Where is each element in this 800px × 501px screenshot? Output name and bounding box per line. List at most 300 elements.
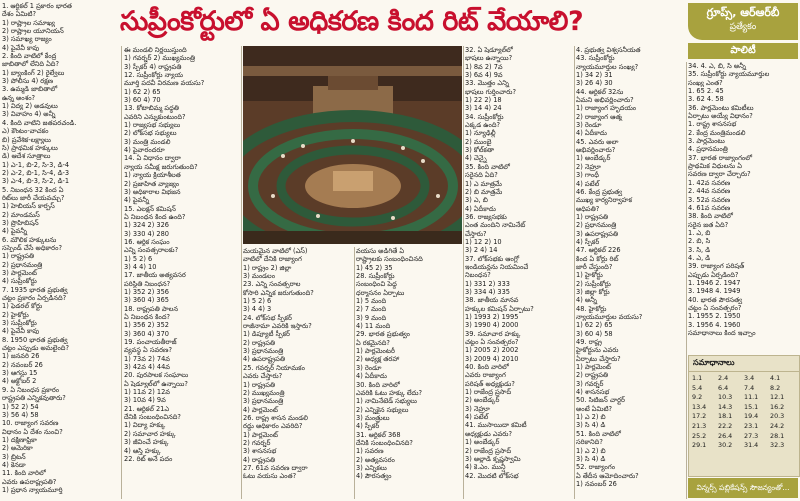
col3-line: 27. 61వ సవరణ ద్వారా [243,463,308,472]
col3-line: మయమైన వాటిలో (ఎస్‌) [243,247,308,255]
col4-line: 30. కింది వారిలో [356,380,400,389]
col6-line: ఏర్పాటు చేస్తారు? [576,354,621,363]
col2-line: 3) 42వ 4) 44వ [124,363,170,372]
col1-line: 1. ఆర్టికల్ 1 ప్రకారం భారత [2,2,72,10]
answer-key-item: 27.3 [744,431,759,440]
col1-line: డి) ఆదేశ సూత్రాలు [2,152,51,161]
parliament-photo [243,46,462,244]
col4-line: 1) 45 2) 35 [356,263,393,272]
col4-line: 4) పౌరసత్వం [356,472,392,481]
answer-key-item: 7.4 [744,383,755,392]
col5-line: 1) 22 2) 18 [465,96,502,105]
col5-line: 37. లోక్‌సభకు ఆంగ్లో [465,254,520,263]
col2-line: 1) 356 2) 352 [124,321,169,330]
col2-line: 3) 10వ 4) 9వ [124,396,166,405]
col3-line: 3) శాసనసభ [243,447,277,456]
col6-line: అభివర్ణించారు? [576,146,616,155]
col6-line: 4) పటేల్ [576,179,600,188]
col7-line: 1. 65 2. 45 [688,87,724,96]
col5-line: 1) 12 2) 10 [465,237,502,246]
col1-line: ఎవరు ఉపరాష్ట్రపతి? [2,477,57,486]
parliament-illustration [243,46,462,244]
col5-line: 3) నెహ్రూ [465,404,490,413]
col1-line: 3) సుప్రీంకోర్టు [2,319,37,328]
col5-line: 3) 2 4) 14 [465,246,498,255]
col4-line: 1) నామినేటెడ్ సభ్యులు [356,397,417,406]
col1-line: సి) ప్రాథమిక హక్కులు [2,143,58,152]
col5-line: 33. మొత్తం ఎన్ని [465,79,509,88]
col6-line: 52. రాజ్యాంగం [576,463,616,472]
col1-line: 3) పోలీసు 4) రక్షణ [2,77,54,86]
badge-title: గ్రూప్స్, ఆర్ఆర్‌బీ [706,6,780,19]
col3-line: 26. రాష్ట్ర శాసన మండలి [243,413,309,422]
col1-line: 6. మౌలిక హక్కులను [2,235,57,244]
col5-line: 1) 2005 2) 2002 [465,346,519,355]
col2-line: 3) అధికారాల విభజన [124,187,181,196]
col3-line: ఎవరు చేస్తారు? [243,372,283,381]
col1-line: 1) ఫెడరల్ కోర్టు [2,302,43,311]
col7-line: సమాధానాలు కింద ఇచ్చాం [688,329,756,337]
answer-key-box [688,355,800,477]
col2-line: 13. కోటాబిమ్మ పద్ధతి [124,104,179,113]
col5-line: 3) ఎ, బి [465,196,488,205]
answer-key-item: 16.2 [770,402,785,411]
col1-line: విధానం ఏ దేశం నుంచి? [2,427,63,436]
col6-line: జారీ చేస్తుంది? [576,262,613,271]
col4-line: ధర్మాసనం ఏర్పాటు [356,288,405,297]
col7-line: 1. 42వ సవరణ [688,178,731,187]
col3-line: 2) ముఖ్యమంత్రి [243,388,285,397]
answer-key-item: 24.2 [770,421,785,430]
col2-line: 1) రాజ్యసభ సభ్యులు [124,121,181,130]
col6-line: న్యాయమూర్తుల వయసు? [576,313,643,321]
col1-line: 4) పైవేవీ కావు [2,43,40,52]
col5-line: 34. సుప్రీంకోర్టు [465,112,504,121]
column-6 [576,46,686,499]
column-1 [2,2,120,499]
col2-line: 3) 330 4) 280 [124,229,169,238]
col4-line: 1) పార్లమెంటరీ [356,347,395,356]
badge-subtitle: ప్రత్యేకం [729,22,757,32]
col6-line: 4) శాసనసభ [576,388,610,397]
col1-line: 4) కెనడా [2,460,26,469]
col2-line: 1) గవర్నర్ 2) ముఖ్యమంత్రి [124,54,195,63]
col2-line: 21. ఆర్టికల్ 21ఎ [124,404,170,413]
col4-line: 4) స్పీకర్ [356,422,380,431]
col2-line: 15. ఎలక్షన్ కమిషన్ [124,204,176,213]
col1-line: ఎ) కౌంటం-వాచకం [2,127,49,136]
col7-line: 3. 52వ సవరణ [688,195,731,204]
col4-line: 2) అధ్యక్ష తరహా [356,355,400,364]
col5-line: ఎంత మందిని నామినేట్ [465,221,526,230]
answer-key-item: 12.1 [770,393,785,402]
col2-line: 3) 360 4) 365 [124,296,169,305]
col6-line: 2) ప్రధానమంత్రి [576,221,617,230]
col6-line: 1) అంబేడ్కర్ [576,154,611,163]
col6-line: 4) అన్నీ [576,296,598,305]
col6-line: ఏమని అభివర్ణించారు? [576,96,634,105]
col6-line: 2) రాష్ట్రపతి [576,371,609,380]
col4-line: వయసు అడిగితే ఏ [356,247,405,255]
col7-line: 1. ఎ, బి [688,228,711,237]
col6-line: 1) 34 2) 31 [576,71,613,80]
col1-line: సస్పెండ్ చేసే అధికారం? [2,243,62,252]
col5-line: 42. మొదటి లోక్‌సభ [465,471,519,480]
col5-line: 3) కోల్‌కతా [465,146,495,155]
col1-line: 3) పార్లమెంట్ [2,269,37,277]
section-label: పాలిటీ [688,43,798,59]
col2-line: 1) 11వ 2) 12వ [124,388,170,397]
col5-line: 3) అల్లాడి కృష్ణస్వామి [465,454,521,463]
col7-line: 35. సుప్రీంకోర్టు న్యాయమూర్తుల [688,70,770,79]
col5-line: 1) రాజేంద్ర ప్రసాద్ [465,388,512,397]
col5-line: 3) 6వ 4) 9వ [465,71,503,80]
answer-key-item: 20.3 [770,412,785,421]
col4-line: 3) రెండూ [356,363,382,372]
col5-line: 40. కింది వారిలో [465,363,509,372]
answer-key-item: 17.2 [692,412,707,421]
col5-line: 4) కె.ఎం. మున్షీ [465,463,506,472]
col7-line: 3. సి, డి [688,245,711,254]
col6-line: 1) రాజ్యాంగ హృదయం [576,104,637,113]
col6-line: 3) 60 4) 58 [576,329,613,338]
col1-line: చట్టం ఎప్పుడు అమలైంది? [2,344,69,353]
col3-line: రద్దు అధికారం ఎవరిది? [243,422,303,431]
answer-key-item: 32.3 [770,441,785,450]
col5-line: భాషలు ఉన్నాయి? [465,54,513,63]
col1-line: 4) అక్టోబర్ 2 [2,377,37,386]
col5-line: చట్టం ఏ సంవత్సరం? [465,338,519,347]
col3-line: 1) రాష్ట్రపతి [243,380,276,389]
col6-line: 1) నవంబర్ 26 [576,479,617,488]
col6-line: 3) ఉపరాష్ట్రపతి [576,229,619,238]
col6-line: 45. ఎవరు అలా [576,137,619,146]
col3-line: వాటిలో దేనికి రాజ్యాంగ [243,255,302,264]
col7-line: 1. రాష్ట్ర శాసనసభ [688,120,737,129]
col2-line: 2) సమాచార హక్కు [124,429,176,438]
col3-line: 3) ప్రధానమంత్రి [243,347,284,356]
col5-line: హక్కుల కమిషన్ ఏర్పాటు? [465,304,534,313]
col7-line: 3. పార్లమెంటు [688,137,725,146]
answer-key-item: 8.2 [770,383,781,392]
col7-line: 2. బి, సి [688,237,711,246]
col6-line: 1) ఎ 2) బి [576,413,606,422]
col6-line: 1) రాష్ట్రపతి [576,212,609,221]
col6-line: 4. ప్రభుత్వ విశ్వసనీయత [576,46,641,54]
col2-line: 3) స్పీకర్ 4) రాష్ట్రపతి [124,62,182,71]
col2-line: 18. రాష్ట్రపతి పాలన [124,304,178,313]
col2-line: 16. ఆర్థిక సంఘం [124,237,170,246]
col2-line: 19. పంచాయతీరాజ్ [124,338,177,347]
col2-line: 14. ఏ విధానం ద్వారా [124,154,181,163]
column-7 [688,62,798,342]
answer-key-item: 2.4 [718,374,729,382]
col6-line: 1) 62 2) 65 [576,321,613,330]
col2-line: 1) 62 2) 65 [124,87,161,96]
col6-line: 49. రాష్ట్ర [576,338,602,347]
col6-line: 47. ఆర్టికల్ 226 [576,246,621,255]
col2-line: ఏ షెడ్యూల్‌లో ఉన్నాయి? [124,379,188,388]
col2-line: 3) మంత్రి మండలి [124,137,171,146]
col1-line: 3) బ్రిటన్ [2,452,26,461]
col2-line: మూర్తి పదవీ విరమణ వయసు? [124,79,205,88]
col2-line: 17. జాతీయ అత్యవసర [124,271,186,280]
answer-key-item: 6.4 [718,383,729,392]
col6-line: న్యాయమూర్తుల సంఖ్య? [576,62,639,71]
col7-line: 38. కింది వాటిలో [688,212,733,221]
col2-line: 2) లోక్‌సభ సభ్యులు [124,129,177,138]
col5-line: 4) పటేల్ [465,413,489,422]
col1-line: 4) సుప్రీంకోర్టు [2,277,37,286]
col5-line: ఎక్కడ ఉంది? [465,121,501,130]
col3-line: 23. ఎన్ని సంవత్సరాల [243,280,301,289]
col2-line: 1) న్యాయ క్రియాశీలత [124,171,181,180]
col5-line: చేస్తారు? [465,229,487,238]
col6-line: 4) స్పీకర్ [576,237,600,246]
col7-line: సంఖ్య ఎంత? [688,78,723,87]
answer-key-item: 3.4 [744,374,755,382]
col4-line: 2) ఎన్నికైన సభ్యులు [356,405,409,414]
col3-line: 2) గవర్నర్ [243,438,271,447]
col1-line: రాష్ట్రపతి ఎన్నికవుతారు? [2,394,66,403]
col3-line: 3) ప్రధానమంత్రి [243,397,284,406]
col6-line: 51. కింది వాటిలో [576,429,621,438]
col2-line: 4) ఆస్తి హక్కు [124,446,161,455]
col6-line: 1) పార్లమెంట్ [576,363,611,372]
col6-line: 2) రాజ్యాంగ ఆత్మ [576,112,622,121]
answer-key-item: 29.1 [692,441,707,450]
col6-line: అంటే ఏమిటి? [576,404,613,413]
col5-line: ఇండియన్లను నియమించే [465,262,529,271]
col7-line: 40. భారత పౌరసత్వ [688,295,743,304]
col1-line: ఉన్న అంశం? [2,93,36,102]
col4-line: 3) ఎన్నికలు [356,463,387,472]
col5-line: 1) 331 2) 333 [465,279,510,288]
col4-line: 2) అత్యవసరం [356,455,395,464]
col4-line: 2) 7 మంది [356,305,387,314]
col5-line: 41. ముసాయిదా కమిటీ [465,421,527,430]
col3-line: 25. గవర్నర్ నియామకం [243,363,305,372]
col5-line: 38. జాతీయ మానవ [465,296,519,305]
col6-line: ఏ తేదీన ఆమోదించారు? [576,471,639,480]
col6-line: 3) గవర్నర్ [576,379,604,388]
col7-line: 1. 1955 2. 1950 [688,312,741,321]
col7-line: 39. రాజ్యాంగ పరిషత్ [688,262,745,271]
col2-line: న్యాయ సమీక్ష జరుగుతుంది? [124,162,198,171]
col1-line: 2) నవంబర్ 26 [2,360,43,369]
col4-line: 4) 11 మంది [356,322,391,331]
col1-line: 3) సమాఖ్య రాజ్యం [2,35,52,44]
col5-line: 3) 334 4) 335 [465,287,510,296]
col4-line: ఎవరికి ఓటు హక్కు లేదు? [356,388,422,397]
col6-line: 4) ఏదీకాదు [576,129,607,138]
col1-line: రిట్‌లు జారీ చేయవచ్చు? [2,193,65,202]
col6-line: అధిపతి? [576,204,600,213]
col7-line: 37. భారత రాజ్యాంగంలో [688,153,753,162]
col7-line: 34. 4. ఎ, బి, సి అన్నీ [688,62,747,70]
column-3 [243,247,353,499]
col7-line: 4. 61వ సవరణ [688,203,731,212]
col5-line: 39. సమాచార హక్కు [465,329,521,338]
col2-line: 1) విద్యా హక్కు [124,421,166,430]
answer-key-item: 28.1 [770,431,785,440]
col2-line: ఏ నిబంధన కింద? [124,313,171,321]
column-5 [465,46,572,499]
col6-line: 50. సిటిజన్ చార్టర్ [576,396,625,405]
col1-line: 4. కింది వాటిని జతపరచండి. [2,118,77,127]
col7-line: 36. పార్లమెంటు కమిటీలు [688,103,754,112]
col2-line: 3) 60 4) 70 [124,96,161,105]
col7-line: 1. 1946 2. 1947 [688,278,741,287]
col2-line: 22. రిట్ అనే పదం [124,454,173,463]
answer-key-item: 26.4 [718,431,733,440]
col4-line: 31. ఆర్టికల్ 368 [356,430,401,439]
col4-line: రాష్ట్రాలకు సంబంధించినది [356,255,423,264]
col3-line: 1) 5 2) 6 [243,297,272,306]
answer-key-item: 31.4 [744,441,759,450]
col7-line: ఏర్పాటు అయ్యే విధానం? [688,112,753,121]
col5-line: 3) 1990 4) 2000 [465,321,519,330]
col4-line: ఏ రకమైనది? [356,338,390,347]
col4-line: 3) మంత్రులు [356,413,390,422]
col1-line: 2) మాండమస్ [2,210,40,219]
col5-line: 32. ఏ షెడ్యూల్‌లో [465,46,513,54]
col1-line: 7. 1935 భారత ప్రభుత్వ [2,285,68,294]
col3-line: 2) రాష్ట్రపతి [243,338,276,347]
col6-line: 1) ఎ 2) బి [576,446,606,455]
col1-line: 3) వివాహం 4) అన్నీ [2,110,56,119]
col2-line: 1) 5 2) 6 [124,254,153,263]
col6-line: 3) సి 4) డి [576,421,606,430]
col5-line: 2) ముంబై [465,137,492,146]
col1-line: 1) విద్య 2) అడవులు [2,102,58,111]
col2-line: ఏ నిబంధన కింద ఉంది? [124,212,186,221]
col2-line: ఎన్ని సంవత్సరాలకు? [124,246,179,255]
col1-line: 2) అమెరికా [2,444,33,453]
col1-line: 3) ఎ-4, బి-3, సి-2, డి-1 [2,177,70,186]
col1-line: 1) ఎ-1, బి-2, సి-3, డి-4 [2,160,70,169]
col1-line: 1) రాష్ట్రాల సమాఖ్య [2,18,55,27]
col7-line: సరైన జత ఏది? [688,220,729,229]
col1-line: 1) దక్షిణాఫ్రికా [2,435,37,444]
col7-line: 2. కేంద్ర మంత్రిమండలి [688,128,746,137]
answer-key-item: 9.2 [692,393,703,402]
col4-line: 29. భారత ప్రభుత్వం [356,330,411,339]
col6-line: 43. సుప్రీంకోర్టు [576,54,615,63]
col1-line: 9. ఏ నిబంధన ప్రకారం [2,385,60,394]
col4-line: 3) 9 మంది [356,313,387,322]
answer-key-item: 25.2 [692,431,707,440]
col5-line: పరిషత్ అధ్యక్షుడు? [465,379,515,388]
col1-line: 1) ప్రధాన న్యాయమూర్తి [2,485,63,494]
col7-line: 4. ఎ, డి [688,253,711,262]
answer-key-item: 30.2 [718,441,733,450]
col4-line: సంబంధించి పెద్ద [356,280,397,289]
col7-line: సవరణ ద్వారా చేర్చారు? [688,170,751,179]
answer-key-item: 13.4 [692,402,707,411]
col1-line: 2) ఎ-2, బి-1, సి-4, డి-3 [2,168,70,177]
col2-line: 20. పురపాలక సంఘాలు [124,371,189,380]
col6-line: 3) జిల్లా కోర్టు [576,287,610,296]
col6-line: సరికానిది? [576,438,603,447]
col3-line: 1) పార్లమెంట్ [243,430,278,439]
col7-line: 4. ప్రధానమంత్రి [688,145,728,154]
col1-line: బి) ప్రవేశిక-లక్ష్యాలు [2,135,51,144]
col5-line: 2) అంబేడ్కర్ [465,396,500,405]
col7-line: 3. 1956 4. 1960 [688,320,741,329]
col5-line: 1) 8వ 2) 7వ [465,62,503,71]
col6-line: ముఖ్య కార్యనిర్వాహక [576,196,633,205]
col1-line: 10. రాజ్యాంగ సవరణ [2,419,59,428]
col5-line: 2) రాజేంద్ర ప్రసాద్ [465,446,512,455]
answer-key-item: 10.3 [718,393,733,402]
col1-line: 5. నిబంధన 32 కింద ఏ [2,185,64,194]
col2-line: 1) 324 2) 326 [124,221,169,230]
col6-line: 2) సుప్రీంకోర్టు [576,279,611,288]
col2-line: 3) 360 4) 370 [124,329,169,338]
answer-key-title: సమాధానాలు [689,356,799,372]
col5-line: 1) అంబేడ్కర్ [465,438,500,447]
col1-line: 8. 1950 భారత ప్రభుత్వ [2,335,68,344]
col4-line: 28. సుప్రీంకోర్టు [356,272,395,281]
col6-line: 3) రెండూ [576,121,602,130]
answer-key-grid [689,372,799,453]
answer-key-item: 23.1 [744,421,759,430]
col7-line: 3. 62 4. 58 [688,95,724,104]
col1-line: 3) 56 4) 58 [2,410,39,419]
col2-line: వ్యవస్థ ఏ సవరణ? [124,346,173,355]
col5-line: భాషలు గుర్తించారు? [465,87,516,96]
col2-line: పరిస్థితి నిబంధన? [124,279,171,288]
answer-key-item: 14.3 [718,402,733,411]
col4-line: 4) ఏదీకాదు [356,372,387,381]
col4-line: 1) 5 మంది [356,297,387,306]
col6-line: 2) నెహ్రూ [576,162,601,171]
answer-key-item: 1.1 [692,374,703,382]
col5-line: 35. కింది వాటిలో [465,162,510,171]
col2-line: 4) పైవారందరూ [124,146,165,155]
answer-key-item: 22.2 [718,421,733,430]
col2-line: ఈ మండలి నిర్ణయిస్తుంది [124,46,187,54]
column-4 [356,247,462,499]
col2-line: ఎవరిని ఎన్నుకుంటుంది? [124,112,186,121]
col1-line: 1) రాష్ట్రపతి [2,252,35,261]
col1-line: 4) పైవన్నీ [2,227,28,236]
col3-line: కోసారి ఎన్నిక జరుగుతుంది? [243,288,314,297]
col7-line: 3. 1948 4. 1949 [688,287,741,296]
col6-line: 3) సి 4) డి [576,454,606,463]
col1-line: 1) జనవరి 26 [2,352,40,361]
col4-line: 1) సవరణ [356,447,384,456]
col1-line: 2) ప్రధానమంత్రి [2,260,43,269]
col5-line: 4) ఏదీకాదు [465,204,496,213]
col3-line: 4) పార్లమెంట్ [243,405,278,414]
col3-line: 3) 4 4) 3 [243,305,272,314]
answer-key-item: 11.1 [744,393,759,402]
col1-line: దేశం ఏమిటి? [2,10,36,19]
col1-line: 11. కింది వారిలో [2,469,46,478]
headline: సుప్రీంకోర్టులో ఏ అధికరణ కింద రిట్ వేయాలి? [120,6,584,37]
col5-line: 2) బి మాత్రమే [465,187,503,196]
col6-line: 46. కేంద్ర ప్రభుత్వ [576,187,623,196]
col6-line: 44. ఆర్టికల్ 32ను [576,87,624,96]
col2-line: 4) పైవన్నీ [124,196,150,205]
col1-line: 1) బ్యాంకింగ్ 2) రైల్వేలు [2,68,65,77]
col5-line: 36. రాజ్యసభకు [465,212,507,221]
col3-line: 4) ఉపరాష్ట్రపతి [243,355,286,364]
col5-line: నిబంధన? [465,271,491,280]
col6-line: 3) 26 4) 30 [576,79,613,88]
